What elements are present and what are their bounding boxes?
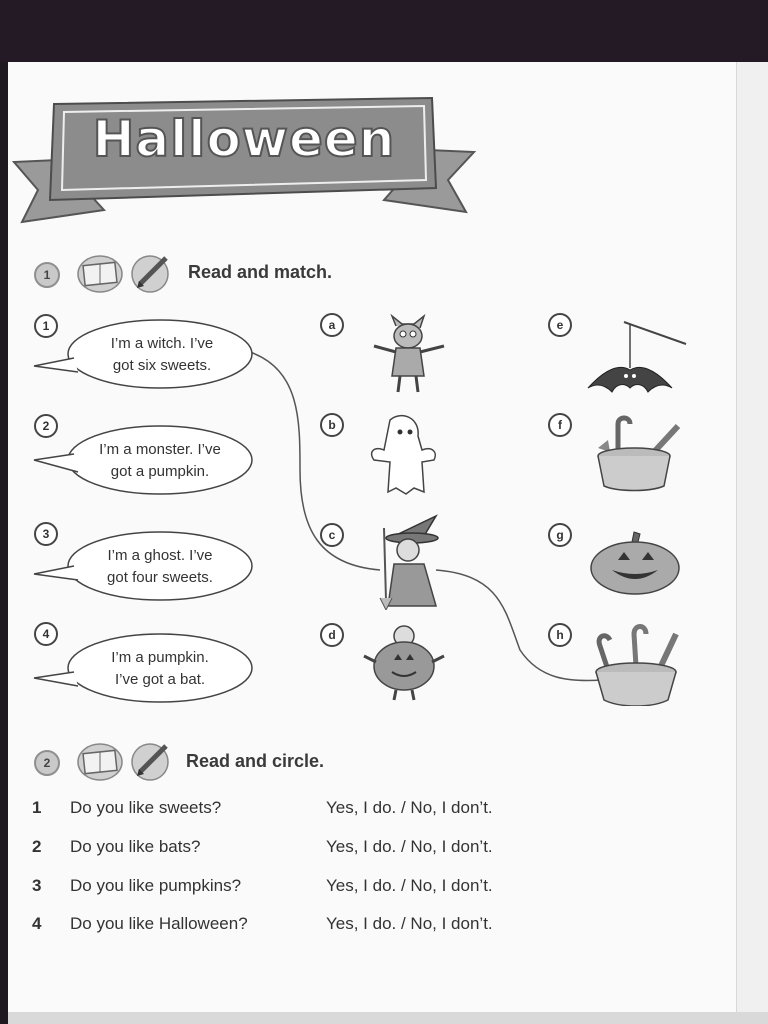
item-letter: g: [548, 523, 572, 547]
sweets-bowl-small-icon: [588, 412, 688, 494]
question-text: Do you like pumpkins?: [70, 876, 242, 895]
page-title: Halloween: [92, 110, 396, 168]
bubble-number: 4: [34, 622, 58, 646]
answer-options[interactable]: Yes, I do. / No, I don’t.: [326, 798, 493, 817]
bubble-text: I’m a monster. I’ve got a pumpkin.: [99, 441, 221, 480]
question-number: 1: [32, 798, 42, 817]
character-letter: b: [320, 413, 344, 437]
bubble-number: 2: [34, 414, 58, 438]
item-letter: h: [548, 623, 572, 647]
answer-options[interactable]: Yes, I do. / No, I don’t.: [326, 876, 493, 895]
section-number: 1: [34, 262, 60, 288]
item-letter: e: [548, 313, 572, 337]
bubble-number: 1: [34, 314, 58, 338]
book-pencil-icon: [74, 740, 178, 782]
character-letter: a: [320, 313, 344, 337]
answer-options[interactable]: Yes, I do. / No, I don’t.: [326, 837, 493, 856]
item-letter: f: [548, 413, 572, 437]
section-title: Read and match.: [188, 262, 333, 282]
character-letter: c: [320, 523, 344, 547]
section-title: Read and circle.: [186, 751, 325, 771]
bubble-text: I’m a ghost. I’ve got four sweets.: [107, 547, 213, 586]
section-number: 2: [34, 750, 60, 776]
question-number: 3: [32, 876, 42, 895]
jack-o-lantern-icon: [588, 530, 682, 596]
bubble-number: 3: [34, 522, 58, 546]
bubble-text: I’m a witch. I’ve got six sweets.: [110, 335, 214, 374]
sweets-bowl-large-icon: [586, 620, 686, 706]
ghost-icon: [366, 412, 438, 498]
question-text: Do you like Halloween?: [70, 914, 248, 933]
question-number: 4: [32, 914, 42, 933]
pumpkin-child-icon: [362, 622, 446, 702]
character-letter: d: [320, 623, 344, 647]
witch-icon: [374, 514, 444, 610]
monster-icon: [366, 314, 450, 398]
bubble-text: I’m a pumpkin. I’ve got a bat.: [111, 649, 209, 688]
bat-icon: [584, 316, 690, 396]
question-text: Do you like bats?: [70, 837, 201, 856]
question-number: 2: [32, 837, 42, 856]
question-text: Do you like sweets?: [70, 798, 222, 817]
answer-options[interactable]: Yes, I do. / No, I don’t.: [326, 914, 493, 933]
